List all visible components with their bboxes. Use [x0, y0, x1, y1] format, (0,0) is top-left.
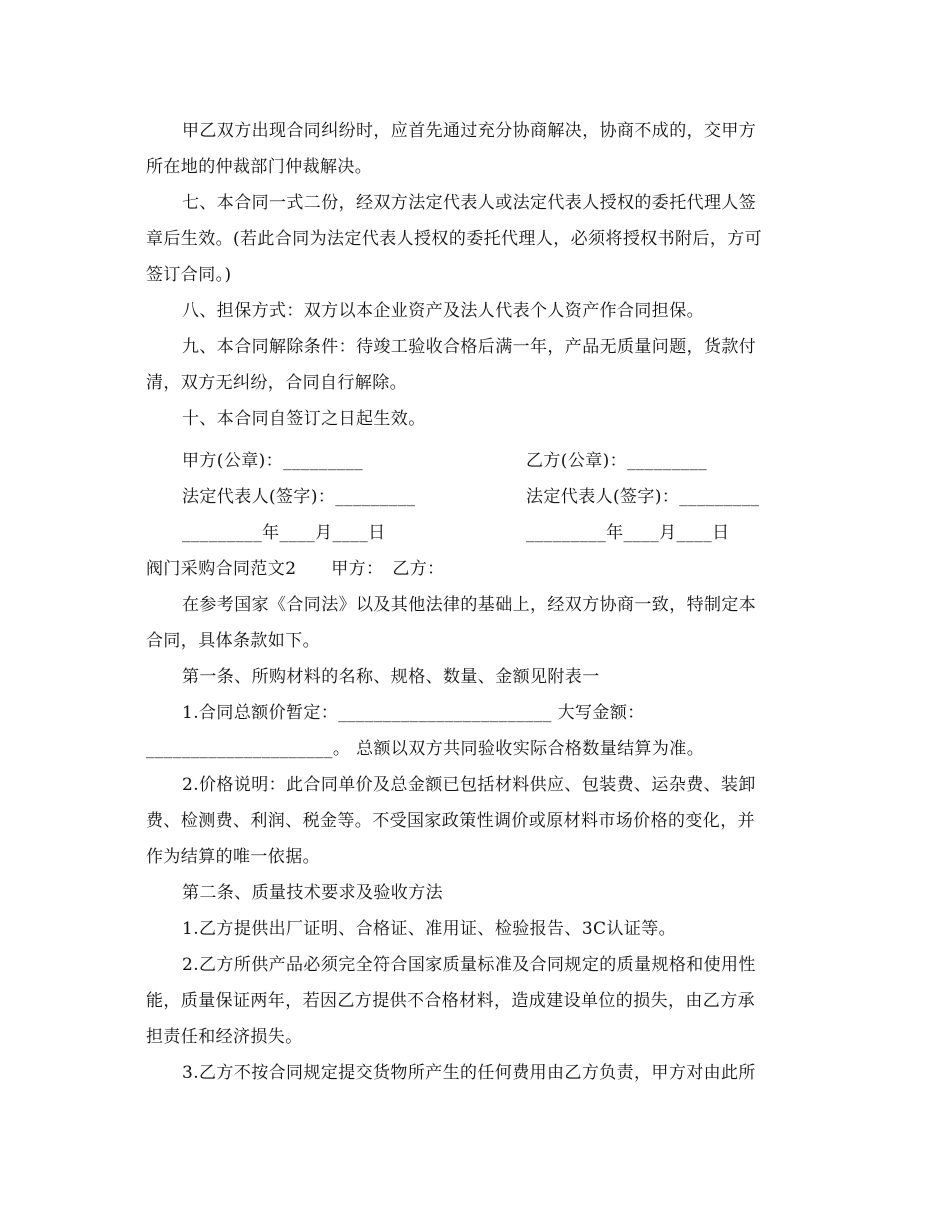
party-b-seal-field: 乙方(公章)：_________: [526, 451, 708, 471]
paragraph-line: 合同，具体条款如下。: [146, 631, 320, 651]
paragraph-line: 第一条、所购材料的名称、规格、数量、金额见附表一: [182, 667, 600, 687]
party-a-rep-field: 法定代表人(签字)：_________: [182, 487, 416, 507]
paragraph-line: 能，质量保证两年，若因乙方提供不合格材料，造成建设单位的损失，由乙方承: [146, 991, 755, 1011]
paragraph-line: _____________________。 总额以双方共同验收实际合格数量结算为准。: [146, 739, 705, 759]
paragraph-line: 十、本合同自签订之日起生效。: [182, 409, 426, 429]
section-heading: 阀门采购合同范文2 甲方： 乙方：: [146, 559, 445, 579]
party-a-date-field: _________年____月____日: [182, 523, 386, 543]
paragraph-line: 甲乙双方出现合同纠纷时，应首先通过充分协商解决，协商不成的，交甲方: [182, 121, 757, 141]
paragraph-line: 担责任和经济损失。: [146, 1027, 303, 1047]
paragraph-line: 作为结算的唯一依据。: [146, 847, 320, 867]
paragraph-line: 在参考国家《合同法》以及其他法律的基础上，经双方协商一致，特制定本: [182, 595, 757, 615]
paragraph-line: 章后生效。(若此合同为法定代表人授权的委托代理人，必须将授权书附后，方可: [146, 229, 763, 249]
party-a-seal-field: 甲方(公章)：_________: [182, 451, 364, 471]
paragraph-line: 签订合同。): [146, 265, 232, 285]
paragraph-line: 九、本合同解除条件：待竣工验收合格后满一年，产品无质量问题，货款付: [182, 337, 757, 357]
paragraph-line: 2.价格说明：此合同单价及总金额已包括材料供应、包装费、运杂费、装卸: [182, 775, 756, 795]
paragraph-line: 3.乙方不按合同规定提交货物所产生的任何费用由乙方负责，甲方对由此所: [182, 1063, 756, 1083]
party-b-date-field: _________年____月____日: [526, 523, 730, 543]
paragraph-line: 所在地的仲裁部门仲裁解决。: [146, 157, 373, 177]
party-b-rep-field: 法定代表人(签字)：_________: [526, 487, 760, 507]
paragraph-line: 七、本合同一式二份，经双方法定代表人或法定代表人授权的委托代理人签: [182, 193, 757, 213]
paragraph-line: 费、检测费、利润、税金等。不受国家政策性调价或原材料市场价格的变化，并: [146, 811, 755, 831]
paragraph-line: 第二条、质量技术要求及验收方法: [182, 883, 443, 903]
paragraph-line: 2.乙方所供产品必须完全符合国家质量标准及合同规定的质量规格和使用性: [182, 955, 756, 975]
paragraph-line: 1.合同总额价暂定：________________________ 大写金额：: [182, 703, 645, 723]
paragraph-line: 1.乙方提供出厂证明、合格证、准用证、检验报告、3C认证等。: [182, 919, 677, 939]
paragraph-line: 八、担保方式：双方以本企业资产及法人代表个人资产作合同担保。: [182, 301, 704, 321]
paragraph-line: 清，双方无纠纷，合同自行解除。: [146, 373, 407, 393]
